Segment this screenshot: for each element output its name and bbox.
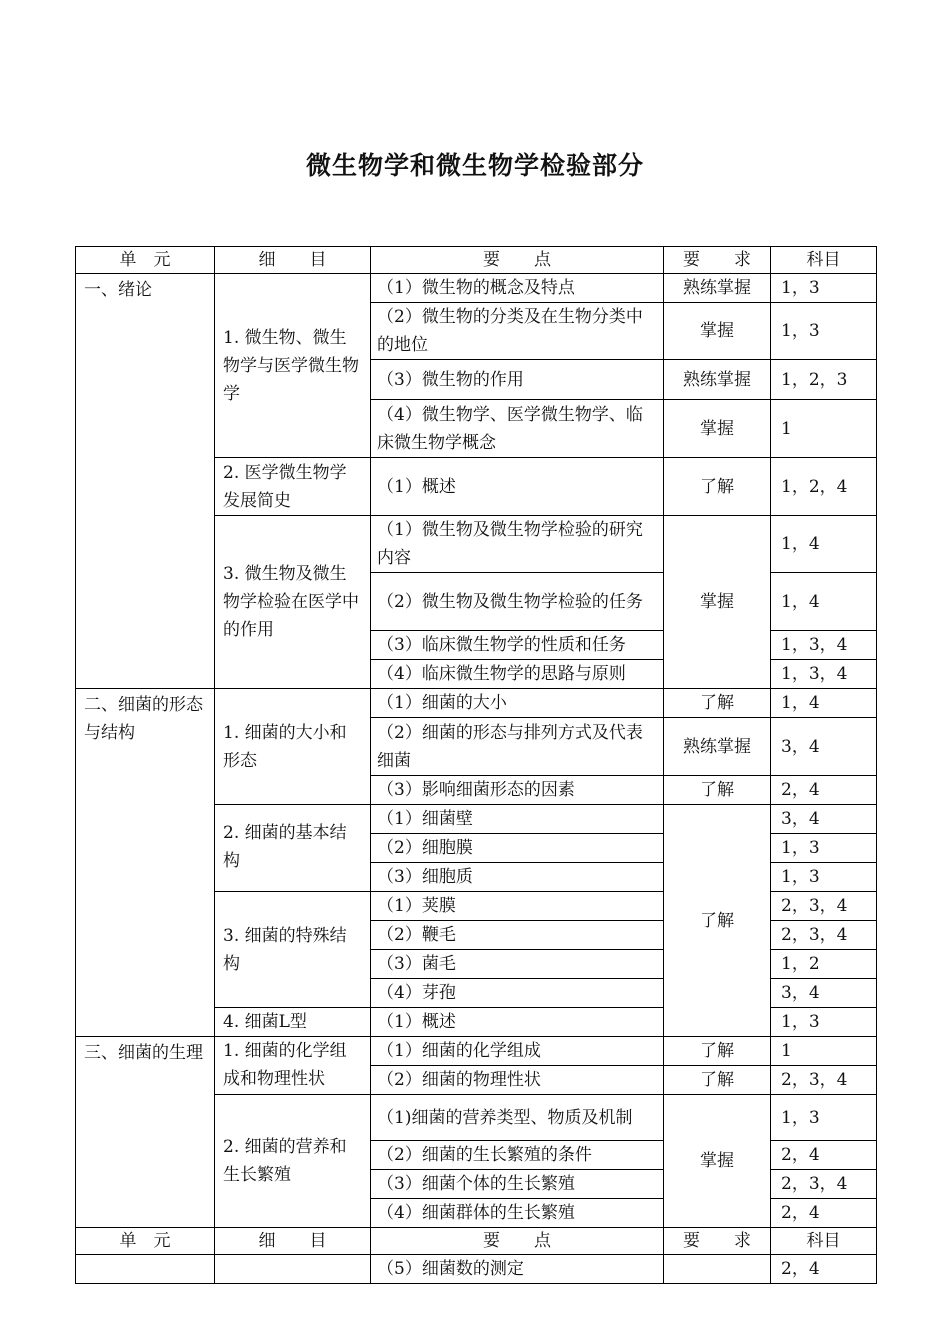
subject-cell: 2，3，4 bbox=[771, 921, 877, 950]
subject-cell: 3，4 bbox=[771, 979, 877, 1008]
subject-cell: 2，4 bbox=[771, 1199, 877, 1228]
subject-cell: 2，4 bbox=[771, 776, 877, 805]
detail-cell: 1. 细菌的大小和形态 bbox=[215, 689, 371, 805]
subject-cell: 1，2 bbox=[771, 950, 877, 979]
subject-cell: 1，3 bbox=[771, 303, 877, 360]
detail-cell: 2. 细菌的基本结构 bbox=[215, 805, 371, 892]
subject-cell: 2，4 bbox=[771, 1255, 877, 1284]
point-cell: （1）概述 bbox=[371, 1008, 664, 1037]
header-detail: 细 目 bbox=[215, 247, 371, 274]
point-cell: （1）细菌的大小 bbox=[371, 689, 664, 718]
subject-cell: 1，4 bbox=[771, 516, 877, 573]
point-cell: （2）鞭毛 bbox=[371, 921, 664, 950]
requirement-cell: 掌握 bbox=[664, 516, 771, 689]
detail-cell: 3. 微生物及微生物学检验在医学中的作用 bbox=[215, 516, 371, 689]
point-cell: （3）影响细菌形态的因素 bbox=[371, 776, 664, 805]
detail-cell: 4. 细菌L型 bbox=[215, 1008, 371, 1037]
point-cell: （3）微生物的作用 bbox=[371, 360, 664, 400]
point-cell: （2）细菌的物理性状 bbox=[371, 1066, 664, 1095]
point-cell: （2）微生物及微生物学检验的任务 bbox=[371, 573, 664, 631]
subject-cell: 1，3 bbox=[771, 1095, 877, 1141]
unit-cell: 二、细菌的形态与结构 bbox=[76, 689, 215, 1037]
point-cell: （1）荚膜 bbox=[371, 892, 664, 921]
subject-cell: 2，4 bbox=[771, 1141, 877, 1170]
header-subject: 科目 bbox=[771, 247, 877, 274]
detail-cell: 2. 医学微生物学发展简史 bbox=[215, 458, 371, 516]
subject-cell: 3，4 bbox=[771, 718, 877, 776]
point-cell: （1）微生物的概念及特点 bbox=[371, 274, 664, 303]
subject-cell: 1 bbox=[771, 400, 877, 458]
point-cell: （3）细菌个体的生长繁殖 bbox=[371, 1170, 664, 1199]
point-cell: （5）细菌数的测定 bbox=[371, 1255, 664, 1284]
subject-cell: 1，3，4 bbox=[771, 631, 877, 660]
requirement-cell: 了解 bbox=[664, 689, 771, 718]
subject-cell: 1，3 bbox=[771, 1008, 877, 1037]
point-cell: （3）菌毛 bbox=[371, 950, 664, 979]
subject-cell: 2，3，4 bbox=[771, 1170, 877, 1199]
unit-cell: 一、绪论 bbox=[76, 274, 215, 689]
point-cell: （1)细菌的营养类型、物质及机制 bbox=[371, 1095, 664, 1141]
subject-cell: 3，4 bbox=[771, 805, 877, 834]
header-requirement: 要 求 bbox=[664, 247, 771, 274]
header-point: 要 点 bbox=[371, 247, 664, 274]
point-cell: （2）细菌的形态与排列方式及代表细菌 bbox=[371, 718, 664, 776]
table-row bbox=[76, 1037, 877, 1066]
point-cell: （4）芽孢 bbox=[371, 979, 664, 1008]
requirement-cell: 了解 bbox=[664, 1066, 771, 1095]
requirement-cell: 掌握 bbox=[664, 400, 771, 458]
subject-cell: 1，4 bbox=[771, 573, 877, 631]
subject-cell: 1 bbox=[771, 1037, 877, 1066]
point-cell: （4）细菌群体的生长繁殖 bbox=[371, 1199, 664, 1228]
point-cell: （3）临床微生物学的性质和任务 bbox=[371, 631, 664, 660]
point-cell: （1）概述 bbox=[371, 458, 664, 516]
table-row bbox=[76, 689, 877, 718]
point-cell: （2）微生物的分类及在生物分类中的地位 bbox=[371, 303, 664, 360]
subject-cell: 1，3 bbox=[771, 834, 877, 863]
detail-cell bbox=[215, 1255, 371, 1284]
subject-cell: 1，2，3 bbox=[771, 360, 877, 400]
detail-cell: 1. 微生物、微生物学与医学微生物学 bbox=[215, 274, 371, 458]
point-cell: （1）微生物及微生物学检验的研究内容 bbox=[371, 516, 664, 573]
detail-cell: 2. 细菌的营养和生长繁殖 bbox=[215, 1095, 371, 1228]
subject-cell: 2，3，4 bbox=[771, 892, 877, 921]
table-row bbox=[76, 274, 877, 303]
point-cell: （4）微生物学、医学微生物学、临床微生物学概念 bbox=[371, 400, 664, 458]
header-subject: 科目 bbox=[771, 1228, 877, 1255]
requirement-cell: 了解 bbox=[664, 1037, 771, 1066]
requirement-cell: 了解 bbox=[664, 776, 771, 805]
requirement-cell: 掌握 bbox=[664, 303, 771, 360]
unit-cell bbox=[76, 1255, 215, 1284]
page-title: 微生物学和微生物学检验部分 bbox=[305, 151, 644, 180]
table-header-row bbox=[76, 247, 877, 274]
point-cell: （1）细菌的化学组成 bbox=[371, 1037, 664, 1066]
requirement-cell: 熟练掌握 bbox=[664, 360, 771, 400]
point-cell: （3）细胞质 bbox=[371, 863, 664, 892]
header-unit: 单 元 bbox=[76, 1228, 215, 1255]
point-cell: （2）细菌的生长繁殖的条件 bbox=[371, 1141, 664, 1170]
detail-cell: 1. 细菌的化学组成和物理性状 bbox=[215, 1037, 371, 1095]
requirement-cell: 了解 bbox=[664, 805, 771, 1037]
table-header-row-repeat bbox=[76, 1228, 877, 1255]
subject-cell: 1，3 bbox=[771, 274, 877, 303]
requirement-cell: 熟练掌握 bbox=[664, 718, 771, 776]
requirement-cell bbox=[664, 1255, 771, 1284]
subject-cell: 1，2，4 bbox=[771, 458, 877, 516]
header-unit: 单 元 bbox=[76, 247, 215, 274]
point-cell: （1）细菌壁 bbox=[371, 805, 664, 834]
subject-cell: 1，4 bbox=[771, 689, 877, 718]
subject-cell: 1，3，4 bbox=[771, 660, 877, 689]
header-requirement: 要 求 bbox=[664, 1228, 771, 1255]
detail-cell: 3. 细菌的特殊结构 bbox=[215, 892, 371, 1008]
header-point: 要 点 bbox=[371, 1228, 664, 1255]
subject-cell: 2，3，4 bbox=[771, 1066, 877, 1095]
table-row bbox=[76, 1255, 877, 1284]
requirement-cell: 掌握 bbox=[664, 1095, 771, 1228]
syllabus-table bbox=[75, 246, 877, 1284]
point-cell: （2）细胞膜 bbox=[371, 834, 664, 863]
requirement-cell: 熟练掌握 bbox=[664, 274, 771, 303]
header-detail: 细 目 bbox=[215, 1228, 371, 1255]
subject-cell: 1，3 bbox=[771, 863, 877, 892]
requirement-cell: 了解 bbox=[664, 458, 771, 516]
unit-cell: 三、细菌的生理 bbox=[76, 1037, 215, 1228]
point-cell: （4）临床微生物学的思路与原则 bbox=[371, 660, 664, 689]
